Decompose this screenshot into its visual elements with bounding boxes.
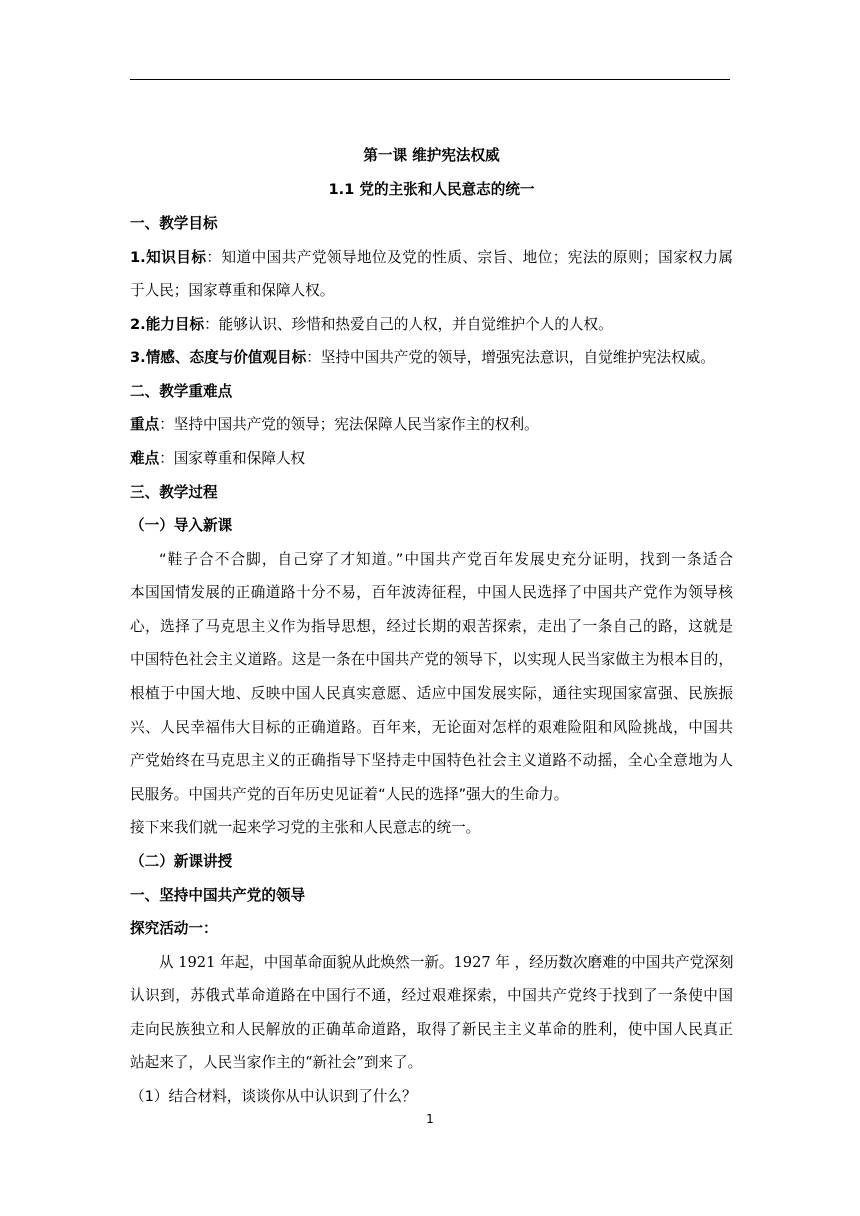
intro-paragraph-line: 产党始终在马克思主义的正确指导下坚持走中国特色社会主义道路不动摇，全心全意地为人 [130, 752, 733, 769]
knowledge-text-1: ：知道中国共产党领导地位及党的性质、宗旨、地位；宪法的原则；国家权力属 [206, 249, 733, 266]
intro-paragraph-line: 本国国情发展的正确道路十分不易，百年波涛征程，中国人民选择了中国共产党作为领导核 [130, 584, 733, 601]
page-number: 1 [426, 1112, 434, 1126]
key-points-heading: 二、教学重难点 [130, 383, 233, 400]
question-1: （1）结合材料，谈谈你从中认识到了什么？ [130, 1088, 417, 1105]
key-point [130, 415, 733, 435]
transition-text: 接下来我们就一起来学习党的主张和人民意志的统一。 [130, 819, 481, 836]
emotion-label: 3.情感、态度与价值观目标 [130, 349, 307, 366]
activity-heading: 探究活动一： [130, 920, 218, 937]
emotion-objective [130, 348, 733, 368]
difficult-point [130, 449, 733, 469]
difficult-label: 难点 [130, 450, 160, 467]
activity-paragraph-line: 从 1921 年起，中国革命面貌从此焕然一新。1927 年 ，经历数次磨难的中国共产党深刻 [159, 954, 734, 971]
ability-text: ：能够认识、珍惜和热爱自己的人权，并自觉维护个人的人权。 [204, 316, 613, 333]
difficult-text: ：国家尊重和保障人权 [159, 450, 306, 467]
intro-paragraph-line: 根植于中国大地、反映中国人民真实意愿、适应中国发展实际，通往实现国家富强、民族振 [130, 685, 733, 702]
emotion-text: ：坚持中国共产党的领导，增强宪法意识，自觉维护宪法权威。 [306, 349, 715, 366]
knowledge-objective [130, 248, 733, 268]
ability-objective [130, 315, 733, 335]
activity-paragraph-line: 认识到，苏俄式革命道路在中国行不通，经过艰难探索，中国共产党终于找到了一条使中国 [130, 987, 733, 1004]
activity-paragraph-line: 走向民族独立和人民解放的正确革命道路，取得了新民主主义革命的胜利，使中国人民真正 [130, 1021, 733, 1038]
objectives-heading: 一、教学目标 [130, 215, 218, 232]
intro-paragraph-line: 心，选择了马克思主义作为指导思想，经过长期的艰苦探索，走出了一条自己的路，这就是 [130, 618, 733, 635]
intro-paragraph-line: 中国特色社会主义道路。这是一条在中国共产党的领导下，以实现人民当家做主为根本目的， [130, 651, 733, 668]
intro-heading: （一）导入新课 [130, 517, 233, 534]
ability-label: 2.能力目标 [130, 316, 205, 333]
key-label: 重点 [130, 416, 160, 433]
new-lesson-heading: （二）新课讲授 [130, 853, 233, 870]
process-heading: 三、教学过程 [130, 484, 218, 501]
key-text: ：坚持中国共产党的领导；宪法保障人民当家作主的权利。 [159, 416, 539, 433]
page-title: 第一课 维护宪法权威 [363, 147, 500, 164]
page-subtitle: 1.1 党的主张和人民意志的统一 [328, 181, 535, 198]
knowledge-label: 1.知识目标 [130, 249, 207, 266]
knowledge-text-2: 于人民；国家尊重和保障人权。 [130, 282, 335, 299]
intro-paragraph-line: “鞋子合不合脚，自己穿了才知道。”中国共产党百年发展史充分证明，找到一条适合 [159, 551, 733, 568]
intro-paragraph-line: 兴、人民幸福伟大目标的正确道路。百年来，无论面对怎样的艰难险阻和风险挑战，中国共 [130, 719, 733, 736]
activity-paragraph-line: 站起来了，人民当家作主的“新社会”到来了。 [130, 1054, 423, 1071]
header-rule [130, 79, 730, 80]
intro-paragraph-line: 民服务。中国共产党的百年历史见证着“人民的选择”强大的生命力。 [130, 786, 569, 803]
part1-heading: 一、坚持中国共产党的领导 [130, 887, 306, 904]
